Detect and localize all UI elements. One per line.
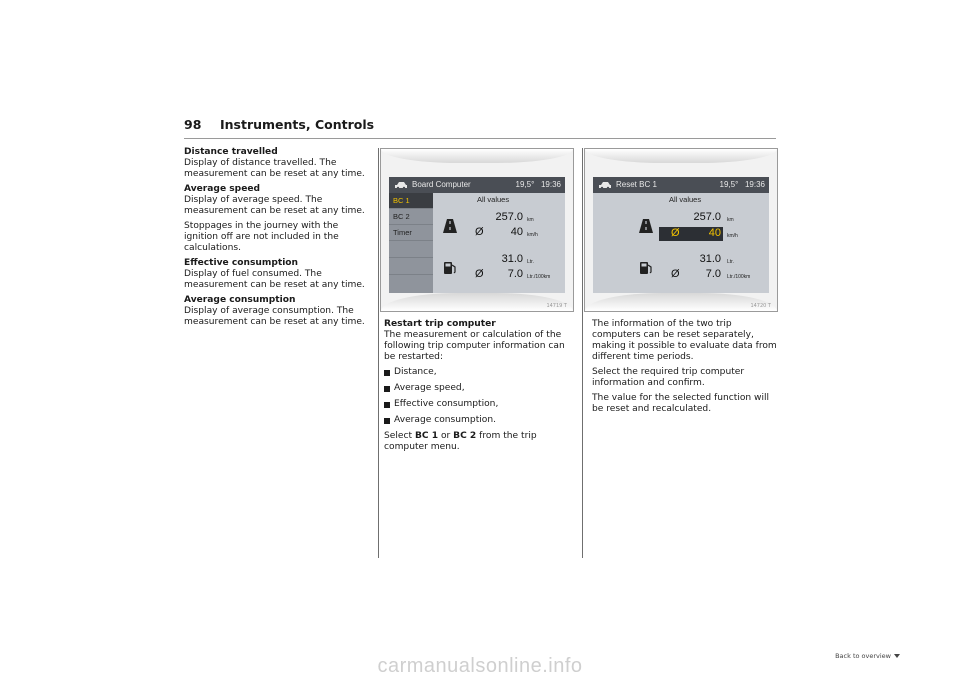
distance-value: 257.0 <box>693 211 721 223</box>
heading-effective: Effective consumption <box>184 258 299 268</box>
bc1-label: BC 1 <box>414 431 439 441</box>
text-speed: Display of average speed. The measurement can be reset at any time. <box>184 195 365 216</box>
section-title: Instruments, Controls <box>220 117 375 132</box>
fuel-pump-icon <box>443 261 457 275</box>
fuel-unit: Ltr. <box>527 259 534 265</box>
lcd-screen <box>389 177 565 293</box>
clock: 19:36 <box>744 180 765 189</box>
select-or-text: or <box>438 431 454 441</box>
road-icon <box>443 219 457 233</box>
consumption-unit: Ltr./100km <box>727 274 751 280</box>
select-post-text: from the trip computer menu. <box>384 431 537 452</box>
paragraph-stoppages <box>184 221 370 254</box>
bezel-bottom <box>381 293 573 311</box>
temp-time <box>720 177 765 193</box>
values-panel <box>593 193 769 293</box>
bullet-item <box>384 415 576 426</box>
paragraph-distance <box>184 147 370 180</box>
average-symbol: Ø <box>671 227 680 239</box>
text-average: Display of average consumption. The measurement can be reset at any time. <box>184 306 365 327</box>
heading-average: Average consumption <box>184 295 296 305</box>
trip-menu <box>389 193 433 293</box>
average-symbol: Ø <box>475 268 484 280</box>
reset-bc1-figure <box>584 148 778 312</box>
paragraph-speed <box>184 184 370 217</box>
bullet-text: Distance, <box>394 367 437 377</box>
consumption-value: 7.0 <box>507 268 523 280</box>
paragraph-effective <box>184 258 370 291</box>
clock: 19:36 <box>540 180 561 189</box>
bullet-text: Effective consumption, <box>394 399 499 409</box>
fuel-value: 31.0 <box>699 253 721 265</box>
watermark: carmanualsonline.info <box>377 655 583 677</box>
figure-number: 14720 T <box>750 303 771 309</box>
heading-distance: Distance travelled <box>184 147 278 157</box>
paragraph-select <box>384 431 576 453</box>
left-column <box>184 147 370 332</box>
bc2-label: BC 2 <box>453 431 477 441</box>
select-text: Select <box>384 431 415 441</box>
fuel-unit: Ltr. <box>727 259 734 265</box>
screen-title: Reset BC 1 <box>616 180 657 189</box>
paragraph-info: The information of the two trip computers can be reset separately, making it possible to evaluate data from different time periods. <box>592 319 777 362</box>
bullet-item <box>384 383 576 394</box>
paragraph-select-confirm: Select the required trip computer information and confirm. <box>592 367 745 388</box>
menu-item-empty <box>389 258 433 275</box>
distance-value: 257.0 <box>495 211 523 223</box>
lcd-title-bar <box>593 177 769 193</box>
all-values-label: All values <box>477 195 510 204</box>
text-distance: Display of distance travelled. The measurement can be reset at any time. <box>184 158 365 179</box>
figure-number: 14719 T <box>546 303 567 309</box>
menu-item-empty <box>389 241 433 258</box>
average-symbol: Ø <box>475 226 484 238</box>
heading-speed: Average speed <box>184 184 261 194</box>
right-column <box>592 319 778 419</box>
menu-item-bc1[interactable]: BC 1 <box>389 193 433 209</box>
consumption-value: 7.0 <box>705 268 721 280</box>
speed-unit: km/h <box>727 233 738 239</box>
menu-item-bc2[interactable]: BC 2 <box>389 209 433 225</box>
speed-value: 40 <box>708 227 721 239</box>
bullet-square-icon <box>384 386 390 392</box>
back-link-text: Back to overview <box>835 652 891 660</box>
average-symbol: Ø <box>671 268 680 280</box>
bullet-square-icon <box>384 418 390 424</box>
middle-column <box>384 319 576 457</box>
lcd-title-bar <box>389 177 565 193</box>
header-rule <box>184 138 776 139</box>
distance-unit: km <box>527 217 534 223</box>
temp-time <box>516 177 561 193</box>
road-icon <box>639 219 653 233</box>
lcd-screen <box>593 177 769 293</box>
text-stoppages: Stoppages in the journey with the ignition off are not included in the calculations. <box>184 221 339 253</box>
temperature: 19,5° <box>719 180 739 189</box>
bullet-item <box>384 367 576 378</box>
bullet-square-icon <box>384 370 390 376</box>
consumption-unit: Ltr./100km <box>527 274 551 280</box>
distance-unit: km <box>727 217 734 223</box>
values-panel <box>433 193 565 293</box>
temperature: 19,5° <box>515 180 535 189</box>
fuel-value: 31.0 <box>501 253 523 265</box>
column-divider-2 <box>582 148 583 558</box>
bezel-top <box>585 149 777 163</box>
speed-unit: km/h <box>527 232 538 238</box>
paragraph-reset: The value for the selected function will be reset and recalculated. <box>592 393 770 414</box>
car-icon <box>394 181 408 189</box>
menu-item-timer[interactable]: Timer <box>389 225 433 241</box>
fuel-pump-icon <box>639 261 653 275</box>
column-divider-1 <box>378 148 379 558</box>
text-effective: Display of fuel consumed. The measurement can be reset at any time. <box>184 269 365 290</box>
bezel-top <box>381 149 573 163</box>
text-restart-intro: The measurement or calculation of the following trip computer information can be restarted: <box>384 330 565 362</box>
bullet-text: Average speed, <box>394 383 465 393</box>
speed-value: 40 <box>510 226 523 238</box>
board-computer-figure <box>380 148 574 312</box>
screen-title: Board Computer <box>412 180 471 189</box>
paragraph-restart <box>384 319 576 363</box>
bullet-item <box>384 399 576 410</box>
page-number: 98 <box>184 117 202 132</box>
bullet-square-icon <box>384 402 390 408</box>
bullet-text: Average consumption. <box>394 415 497 425</box>
heading-restart: Restart trip computer <box>384 319 496 329</box>
bezel-bottom <box>585 293 777 311</box>
car-icon <box>598 181 612 189</box>
paragraph-average <box>184 295 370 328</box>
all-values-label: All values <box>669 195 702 204</box>
